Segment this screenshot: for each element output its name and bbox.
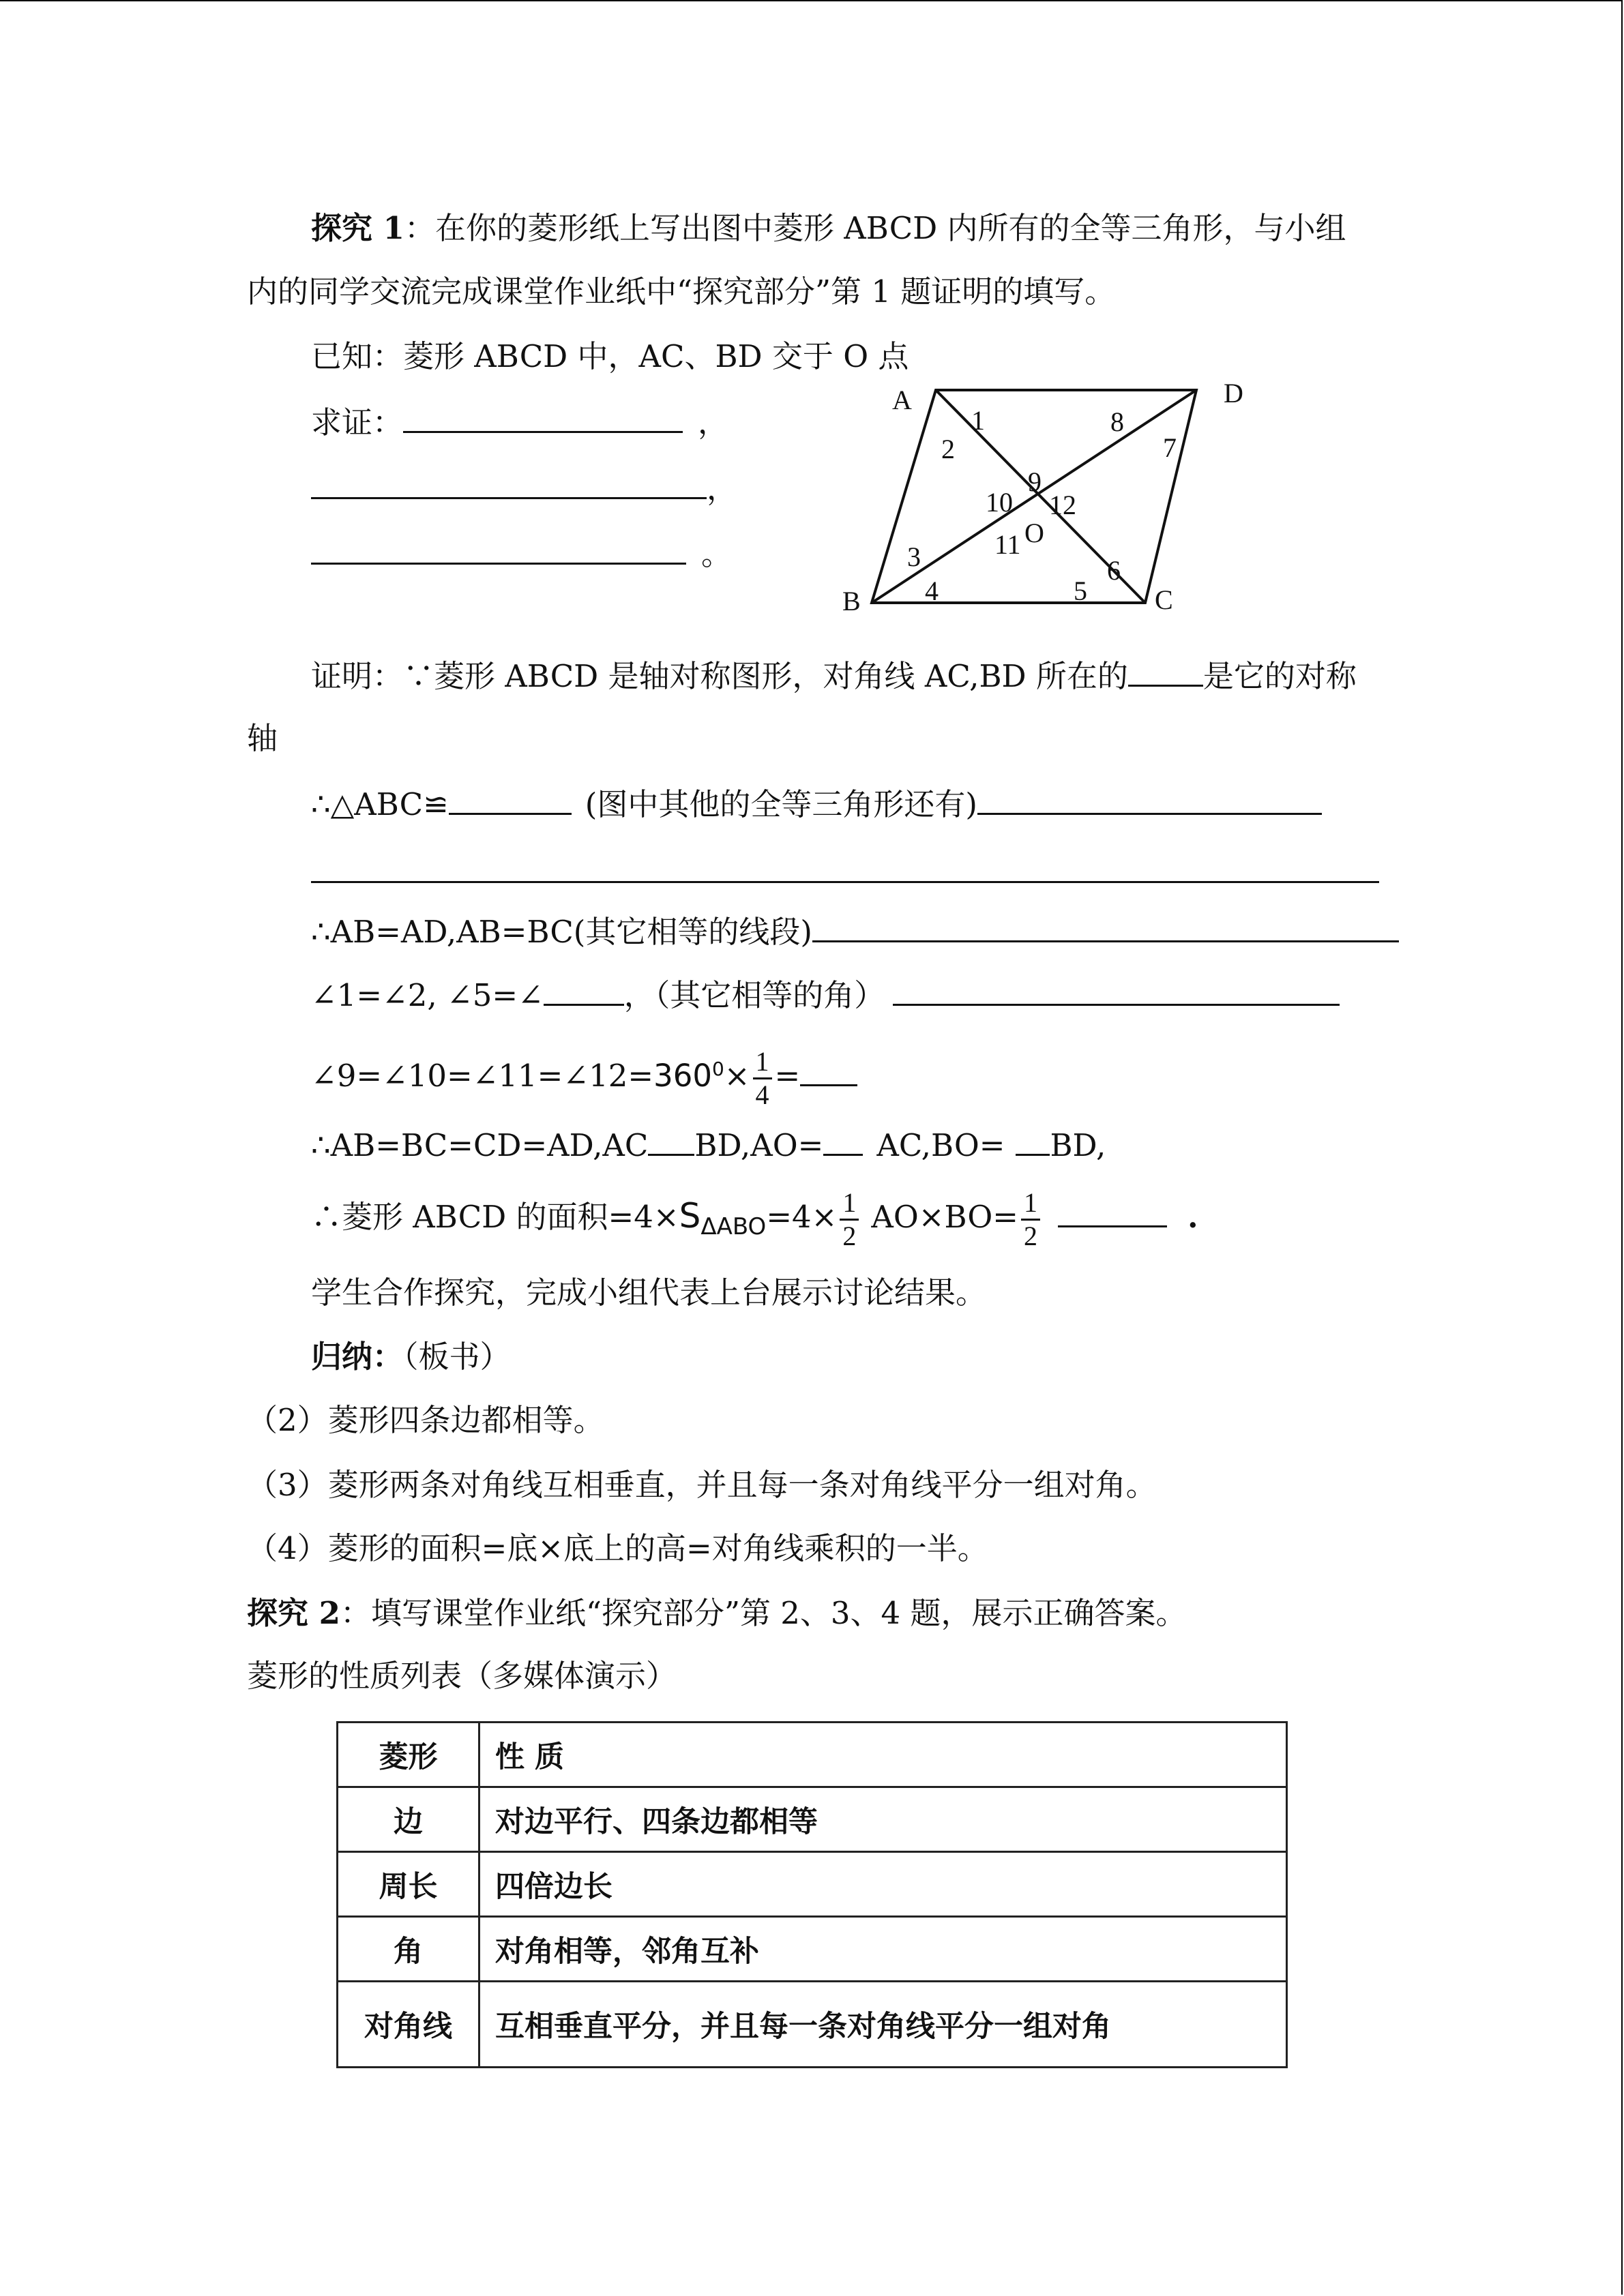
angle-3-label: 3	[907, 541, 921, 572]
vertex-c-label: C	[1155, 584, 1173, 615]
degree-superscript: 0	[711, 1058, 724, 1080]
segments-text: ∴AB=AD,AB=BC(其它相等的线段)	[311, 914, 812, 950]
conclusion-text-a: ∴AB=BC=CD=AD,AC	[311, 1127, 649, 1163]
table-row	[338, 1917, 1287, 1982]
prove-line1	[311, 401, 728, 443]
right-angle-equals: =	[774, 1058, 801, 1094]
half-fraction-1	[840, 1187, 859, 1252]
point-3: （3）菱形两条对角线互相垂直，并且每一条对角线平分一组对角。	[247, 1467, 1157, 1503]
area-text-c: AO×BO=	[871, 1199, 1018, 1235]
half-numerator-2: 1	[1021, 1187, 1040, 1221]
vertex-b-label: B	[842, 586, 861, 616]
right-angle-text: ∠9=∠10=∠11=∠12=	[311, 1058, 654, 1094]
prove-line2	[311, 467, 737, 509]
angles-text: ∠1=∠2, ∠5=∠	[311, 977, 544, 1013]
table-row-head: 角	[338, 1917, 479, 1982]
proof-line1	[311, 655, 1357, 697]
area-s-symbol: S	[679, 1196, 701, 1236]
angle-7-label: 7	[1163, 432, 1177, 463]
point-4: （4）菱形的面积=底×底上的高=对角线乘积的一半。	[247, 1530, 988, 1566]
half-fraction-2	[1021, 1187, 1040, 1252]
prove-blank-2[interactable]	[311, 467, 707, 499]
angle-2-label: 2	[941, 434, 955, 464]
prove-line3	[311, 533, 732, 575]
rhombus-figure	[832, 375, 1255, 627]
bo-blank[interactable]	[1016, 1124, 1050, 1156]
table-row-head: 边	[338, 1787, 479, 1852]
conclusion-line	[311, 1124, 1106, 1166]
table-row-value: 四倍边长	[479, 1852, 1287, 1917]
degree-value: 360	[653, 1058, 712, 1094]
angle-10-label: 10	[986, 487, 1013, 518]
area-end-period: .	[1187, 1199, 1198, 1235]
times-sign: ×	[724, 1058, 750, 1094]
center-o-label: O	[1024, 518, 1044, 548]
prove-label: 求证：	[311, 404, 404, 441]
angles-line	[311, 974, 1340, 1016]
angle-9-label: 9	[1028, 466, 1042, 497]
area-text-b: =4×	[766, 1199, 838, 1235]
table-row	[338, 1982, 1287, 2068]
proof-intro: 证明：∵菱形 ABCD 是轴对称图形，对角线 AC,BD 所在的	[311, 658, 1128, 694]
point-2: （2）菱形四条边都相等。	[247, 1402, 604, 1438]
segments-blank[interactable]	[812, 910, 1399, 942]
quarter-numerator: 1	[753, 1046, 772, 1079]
proof-line2: 轴	[247, 720, 278, 756]
area-text-a: ∴菱形 ABCD 的面积=4×	[311, 1199, 679, 1235]
explore2-label: 探究 2	[247, 1595, 340, 1631]
conclusion-text-b: BD,AO=	[694, 1127, 824, 1163]
vertex-d-label: D	[1224, 378, 1243, 408]
prove-comma-1: ，	[698, 404, 729, 441]
summary-note: （板书）	[403, 1339, 511, 1375]
summary-label: 归纳：	[311, 1339, 404, 1375]
angle-5-blank[interactable]	[544, 974, 624, 1006]
table-row	[338, 1723, 1287, 1787]
angles-others-label: ，（其它相等的角）	[623, 977, 885, 1013]
congruent-blank[interactable]	[449, 783, 572, 815]
table-row	[338, 1852, 1287, 1917]
prove-period: 。	[701, 536, 733, 572]
angles-others-blank[interactable]	[893, 974, 1340, 1006]
explore1-label: 探究 1	[311, 210, 404, 246]
axis-blank[interactable]	[1128, 655, 1203, 687]
area-s-subscript: ΔABO	[700, 1213, 767, 1240]
segments-line	[311, 910, 1399, 953]
congruent-prefix: ∴△ABC≌	[311, 786, 449, 822]
explore1-text-line1: ：在你的菱形纸上写出图中菱形 ABCD 内所有的全等三角形，与小组	[404, 210, 1346, 246]
half-numerator-1: 1	[840, 1187, 859, 1221]
ao-blank[interactable]	[823, 1124, 863, 1156]
explore1-paragraph-line1	[311, 208, 1346, 249]
angle-11-label: 11	[994, 529, 1021, 560]
half-denominator-2: 2	[1023, 1221, 1037, 1251]
right-angle-line	[311, 1035, 857, 1110]
table-header-cell: 菱形	[338, 1723, 479, 1787]
quarter-denominator: 4	[755, 1079, 769, 1110]
prove-blank-1[interactable]	[403, 401, 683, 433]
table-row	[338, 1787, 1287, 1852]
proof-intro-tail: 是它的对称	[1202, 658, 1357, 694]
right-angle-blank[interactable]	[800, 1054, 857, 1086]
vertex-a-label: A	[892, 385, 912, 415]
explore2-text: ：填写课堂作业纸“探究部分”第 2、3、4 题，展示正确答案。	[340, 1595, 1187, 1631]
table-row-head: 周长	[338, 1852, 479, 1917]
perpendicular-blank[interactable]	[648, 1124, 694, 1156]
congruent-others-blank-2[interactable]	[311, 881, 1379, 883]
area-blank[interactable]	[1058, 1195, 1167, 1227]
angle-8-label: 8	[1110, 406, 1124, 437]
quarter-fraction	[753, 1046, 772, 1111]
half-denominator-1: 2	[842, 1221, 857, 1251]
congruent-others-blank[interactable]	[977, 783, 1322, 815]
explore2-line	[247, 1593, 1187, 1634]
summary-line	[311, 1337, 511, 1377]
prove-blank-3[interactable]	[311, 533, 686, 565]
angle-5-label: 5	[1074, 576, 1087, 606]
table-row-value: 对角相等，邻角互补	[479, 1917, 1287, 1982]
angle-6-label: 6	[1107, 555, 1121, 586]
angle-1-label: 1	[971, 405, 985, 436]
table-row-value: 互相垂直平分，并且每一条对角线平分一组对角	[479, 1982, 1287, 2068]
conclusion-text-d: BD,	[1050, 1127, 1106, 1163]
congruent-others-label: (图中其他的全等三角形还有)	[585, 786, 977, 822]
cooperate-text: 学生合作探究，完成小组代表上台展示讨论结果。	[311, 1274, 987, 1311]
properties-table	[336, 1721, 1288, 2068]
congruent-line	[311, 783, 1322, 825]
given-statement: 已知：菱形 ABCD 中，AC、BD 交于 O 点	[311, 338, 909, 374]
table-row-value: 对边平行、四条边都相等	[479, 1787, 1287, 1852]
conclusion-text-c: AC,BO=	[876, 1127, 1005, 1163]
table-row-head: 对角线	[338, 1982, 479, 2068]
table-header-value: 性 质	[479, 1723, 1287, 1787]
angle-12-label: 12	[1049, 490, 1076, 520]
explore1-text-line2: 内的同学交流完成课堂作业纸中“探究部分”第 1 题证明的填写。	[247, 273, 1116, 310]
prove-comma-2: ，	[707, 471, 738, 507]
area-line	[311, 1182, 1198, 1250]
angle-4-label: 4	[925, 576, 939, 606]
table-caption: 菱形的性质列表（多媒体演示）	[247, 1658, 677, 1694]
